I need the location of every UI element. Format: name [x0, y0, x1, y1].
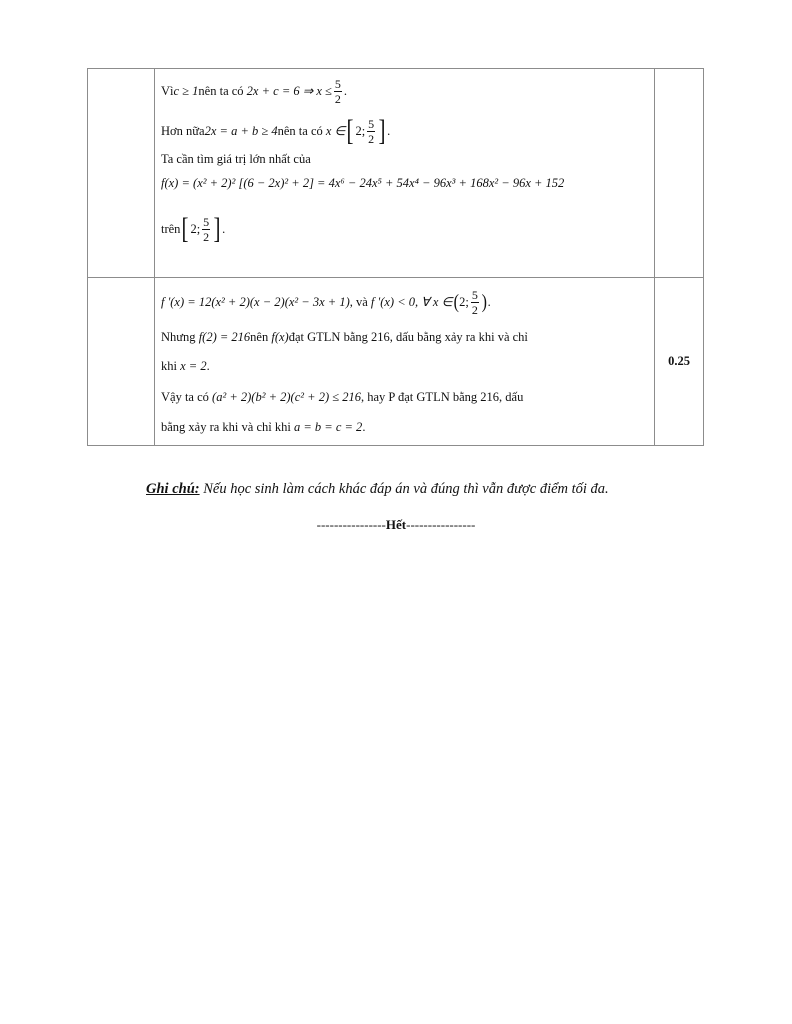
note-text: Nếu học sinh làm cách khác đáp án và đúng thì vẫn được điểm tối đa.	[199, 481, 609, 497]
solution-line	[161, 71, 654, 111]
math: 2;	[190, 221, 201, 236]
bracket-left: [	[346, 114, 354, 147]
fraction: $\frac{5}{2}$	[334, 76, 341, 106]
table-row	[88, 278, 704, 446]
math: (a² + 2)(b² + 2)(c² + 2) ≤ 216	[212, 389, 361, 404]
solution-line	[161, 280, 654, 324]
math: 2;	[355, 123, 366, 138]
fraction: $\frac{5}{2}$	[203, 214, 210, 244]
text: Nhưng	[161, 329, 196, 344]
empty-cell	[88, 69, 155, 278]
math: 2;	[459, 294, 469, 309]
table-row	[88, 69, 704, 278]
note	[146, 481, 609, 498]
end-word: Hết	[385, 517, 407, 532]
text: , hay P đạt GTLN bằng 216, dấu	[360, 389, 524, 404]
fraction: $\frac{5}{2}$	[471, 287, 478, 317]
solution-line	[161, 111, 654, 151]
score-cell-empty	[655, 69, 704, 278]
solution-line	[161, 350, 654, 382]
end-marker	[0, 517, 792, 533]
bracket-right: ]	[378, 114, 386, 147]
math: f(x)	[271, 329, 289, 344]
paren-right: )	[481, 291, 487, 313]
text: , và	[349, 294, 368, 309]
math: 2x = a + b ≥ 4	[204, 123, 278, 138]
solution-line	[161, 324, 654, 350]
bracket-right: ]	[213, 212, 221, 245]
solution-line	[161, 382, 654, 412]
math: c ≥ 1	[173, 83, 199, 98]
text: bằng xảy ra khi và chỉ khi	[161, 419, 291, 434]
solution-line	[161, 167, 654, 199]
text: nên ta có	[277, 123, 323, 138]
grading-table	[87, 68, 704, 446]
math: x ∈	[325, 124, 346, 138]
text: nên ta có	[198, 83, 244, 98]
score-value: 0.25	[655, 278, 704, 446]
text: .	[343, 83, 348, 98]
bracket-left: [	[181, 212, 189, 245]
math: 2x + c = 6 ⇒ x ≤	[246, 84, 332, 98]
empty-cell	[88, 278, 155, 446]
solution-line	[161, 412, 654, 442]
text: .	[206, 358, 210, 373]
dashes: ----------------	[316, 517, 386, 532]
note-label: Ghi chú:	[146, 481, 200, 497]
solution-line	[161, 199, 654, 259]
math: f '(x) = 12(x² + 2)(x − 2)(x² − 3x + 1)	[161, 294, 350, 309]
solution-line	[161, 151, 654, 167]
text: Ta cần tìm giá trị lớn nhất của	[161, 151, 311, 166]
math: f(x) = (x² + 2)² [(6 − 2x)² + 2] = 4x⁶ − 24x⁵ + 54x⁴ − 96x³ + 168x² − 96x + 152	[161, 175, 565, 190]
math: x = 2	[180, 358, 207, 373]
text: .	[362, 419, 366, 434]
text: Vì	[161, 83, 174, 98]
solution-cell	[155, 69, 655, 278]
text: .	[387, 123, 391, 138]
text: đạt GTLN bằng 216, dấu bằng xảy ra khi và chỉ	[288, 329, 528, 344]
solution-cell	[155, 278, 655, 446]
fraction: $\frac{5}{2}$	[368, 116, 375, 146]
math: f '(x) < 0, ∀ x ∈	[370, 295, 453, 309]
paren-left: (	[453, 291, 459, 313]
text: Hơn nữa	[161, 123, 205, 138]
text: trên	[161, 221, 181, 236]
math: f(2) = 216	[198, 329, 251, 344]
text: .	[487, 294, 491, 309]
text: khi	[161, 358, 177, 373]
text: .	[222, 221, 226, 236]
dashes: ----------------	[406, 517, 476, 532]
text: Vậy ta có	[161, 389, 209, 404]
math: a = b = c = 2	[293, 419, 363, 434]
text: nên	[250, 329, 269, 344]
